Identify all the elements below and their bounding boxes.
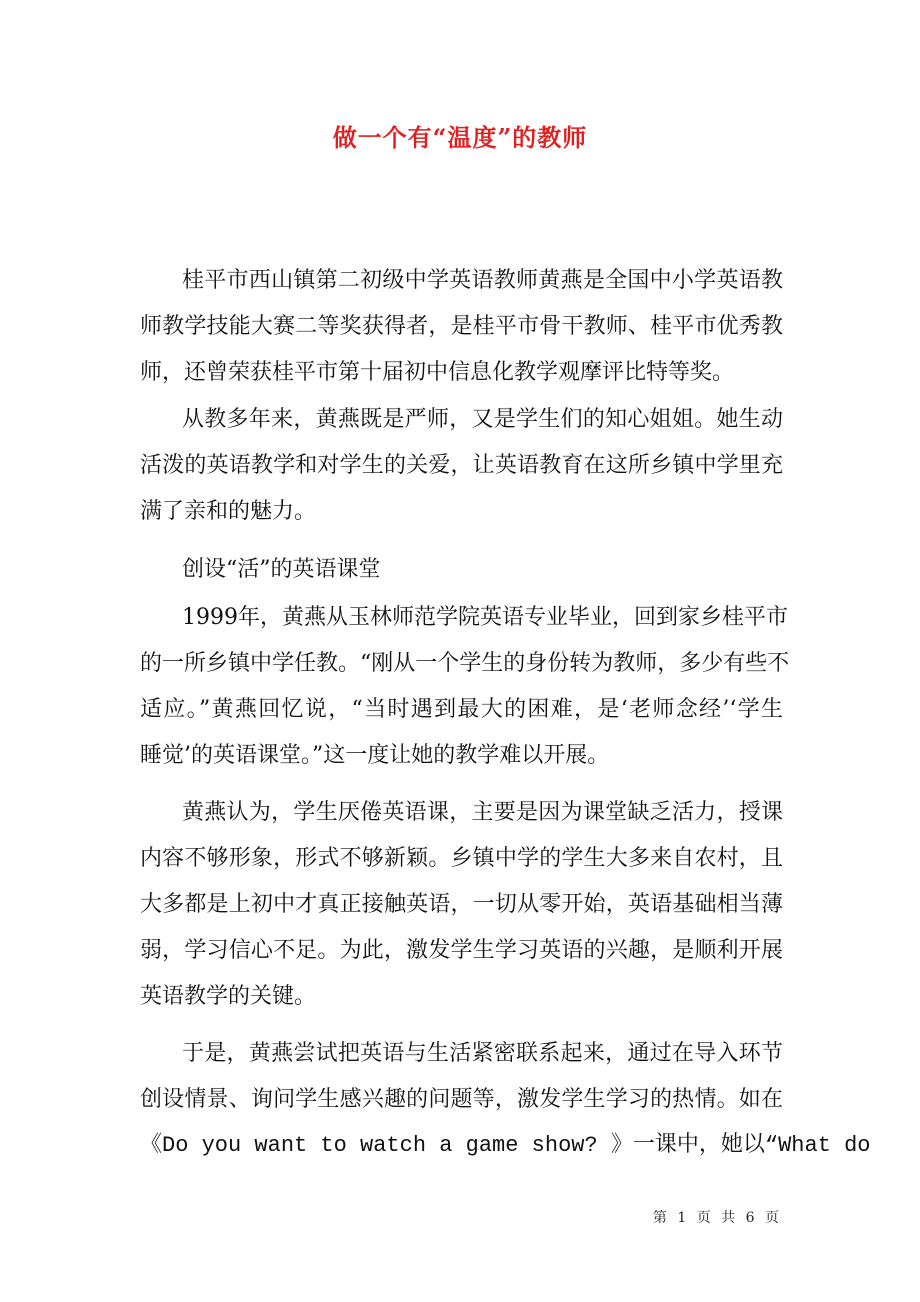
section-heading: [140, 547, 783, 593]
text-line: 活泼的英语教学和对学生的关爱，让英语教育在这所乡镇中学里充: [140, 453, 783, 478]
text-line: 从教多年来，黄燕既是严师，又是学生们的知心姐姐。她生动: [182, 407, 783, 432]
text-line: 师教学技能大赛二等奖获得者，是桂平市骨干教师、桂平市优秀教: [140, 314, 783, 339]
page-number: 第 1 页 共 6 页: [652, 1210, 782, 1226]
text-line: 英语教学的关键。: [140, 984, 317, 1009]
text-line: 弱，学习信心不足。为此，激发学生学习英语的兴趣，是顺利开展: [140, 938, 783, 963]
document-title: 做一个有“温度”的教师: [332, 123, 588, 152]
text-line: 师，还曾荣获桂平市第十届初中信息化教学观摩评比特等奖。: [140, 360, 735, 385]
paragraph: [140, 790, 783, 1020]
text-line: 《Do you want to watch a game show? 》一课中，她以“What do: [140, 1133, 871, 1158]
text-line: 满了亲和的魅力。: [140, 499, 317, 524]
paragraph: [140, 397, 783, 535]
text-line: 黄燕认为，学生厌倦英语课，主要是因为课堂缺乏活力，授课: [182, 800, 783, 825]
text-line: 创设“活”的英语课堂: [182, 557, 381, 582]
document-body: [140, 258, 871, 1169]
paragraph: [140, 258, 783, 396]
text-line: 于是，黄燕尝试把英语与生活紧密联系起来，通过在导入环节: [182, 1041, 783, 1066]
text-line: 适应。”黄燕回忆说，“当时遇到最大的困难，是‘老师念经’‘学生: [140, 697, 783, 722]
text-line: 内容不够形象，形式不够新颖。乡镇中学的学生大多来自农村，且: [140, 846, 783, 871]
text-line: 大多都是上初中才真正接触英语，一切从零开始，英语基础相当薄: [140, 892, 783, 917]
text-line: 创设情景、询问学生感兴趣的问题等，激发学生学习的热情。如在: [140, 1087, 783, 1112]
text-line: 1999年，黄燕从玉林师范学院英语专业毕业，回到家乡桂平市: [182, 605, 788, 630]
paragraph: [140, 595, 790, 779]
text-line: 桂平市西山镇第二初级中学英语教师黄燕是全国中小学英语教: [182, 268, 783, 293]
paragraph: [140, 1031, 871, 1169]
text-line: 的一所乡镇中学任教。“刚从一个学生的身份转为教师，多少有些不: [140, 651, 790, 676]
text-line: 睡觉’的英语课堂。”这一度让她的教学难以开展。: [140, 743, 610, 768]
